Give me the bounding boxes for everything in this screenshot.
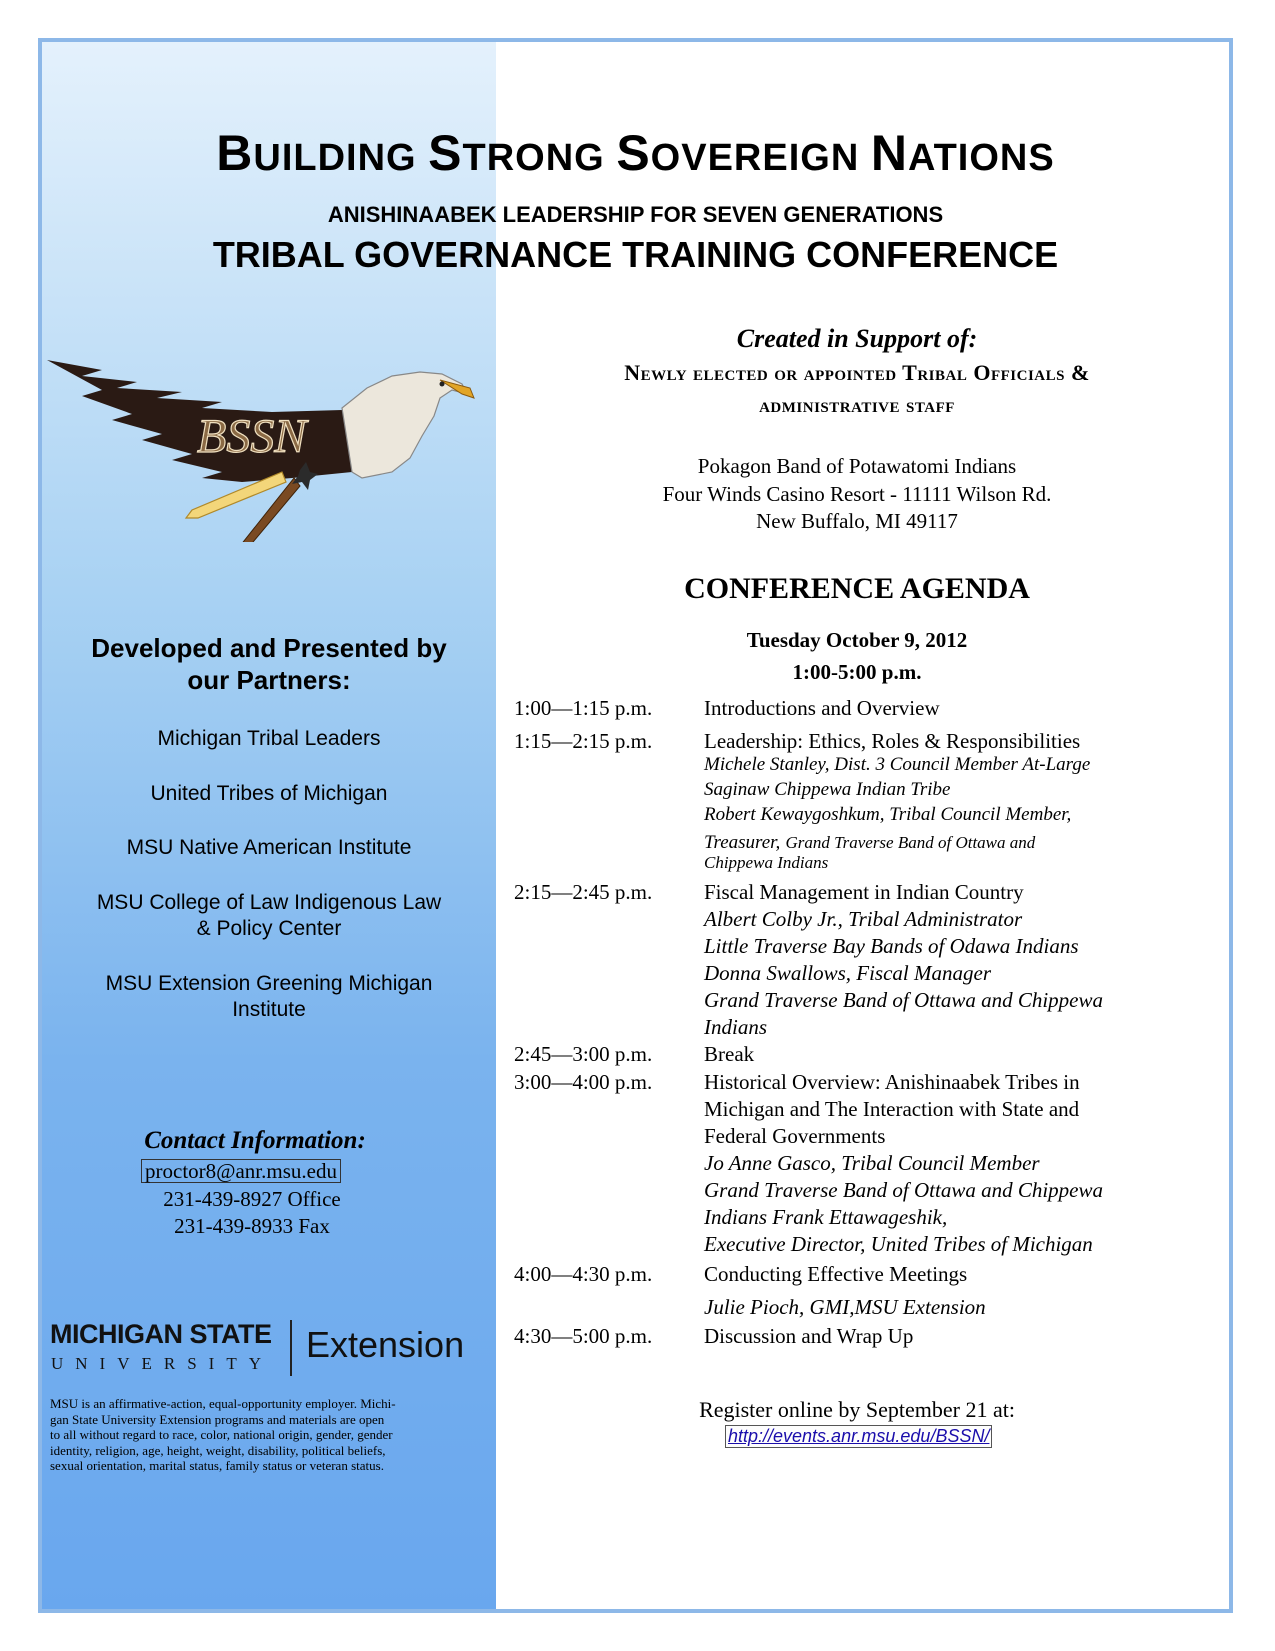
agenda-date: Tuesday October 9, 2012 (746, 628, 968, 652)
contact-office: 231-439-8927 Office (163, 1187, 341, 1211)
agenda-speaker: Jo Anne Gasco, Tribal Council Member (704, 1151, 1040, 1175)
agenda-time: 4:30—5:00 p.m. (514, 1324, 653, 1348)
msu-logo-divider (290, 1320, 292, 1376)
agenda-speaker: Treasurer, Grand Traverse Band of Ottawa and (704, 832, 1036, 853)
agenda-speaker: Albert Colby Jr., Tribal Administrator (704, 907, 1023, 931)
register-text: Register online by September 21 at: (699, 1397, 1015, 1422)
venue-line-2: Four Winds Casino Resort - 11111 Wilson Rd. (662, 482, 1052, 506)
agenda-title: Leadership: Ethics, Roles & Responsibilities (704, 729, 1081, 753)
agenda-speaker: Michele Stanley, Dist. 3 Council Member At-Large (704, 754, 1091, 775)
agenda-speaker: Julie Pioch, GMI,MSU Extension (704, 1295, 986, 1319)
agenda-title: Fiscal Management in Indian Country (704, 880, 1024, 904)
partner-item: United Tribes of Michigan (150, 782, 388, 805)
agenda-title: Discussion and Wrap Up (704, 1324, 914, 1348)
agenda-time: 2:45—3:00 p.m. (514, 1042, 653, 1066)
main-title: BUILDING STRONG SOVEREIGN NATIONS (216, 125, 1055, 181)
register-link[interactable]: http://events.anr.msu.edu/BSSN/ (725, 1425, 992, 1448)
agenda-speaker: Grand Traverse Band of Ottawa and Chippewa (704, 1178, 1104, 1202)
agenda-time: 3:00—4:00 p.m. (514, 1070, 653, 1094)
logo-text: BSSN (197, 410, 307, 463)
agenda-time: 1:00—1:15 p.m. (514, 696, 653, 720)
partner-item: Michigan Tribal Leaders (157, 727, 381, 750)
partner-item: MSU College of Law Indigenous Law & Policy Center (96, 891, 442, 940)
venue-line-3: New Buffalo, MI 49117 (756, 509, 958, 533)
agenda-title: Break (704, 1042, 755, 1066)
disclaimer: MSU is an affirmative-action, equal-opportunity employer. Michi- gan State University Extension programs and materials are open to all without regard to race, color, national origin, gender, gender identity, religion, age, height, weight, disability, political beliefs, sexual orientation, marital status, family status or veteran status. (50, 1396, 396, 1473)
agenda-speaker: Donna Swallows, Fiscal Manager (704, 961, 991, 985)
conference-title: TRIBAL GOVERNANCE TRAINING CONFERENCE (212, 234, 1059, 275)
agenda-title: Introductions and Overview (704, 696, 940, 720)
agenda-speaker: Chippewa Indians (704, 853, 829, 872)
contact-heading: Contact Information: (144, 1127, 366, 1154)
flyer-frame (38, 38, 1233, 1613)
partner-item: MSU Native American Institute (126, 836, 412, 859)
agenda-title: Historical Overview: Anishinaabek Tribes in (704, 1070, 1080, 1094)
agenda-speaker: Grand Traverse Band of Ottawa and Chippewa (704, 988, 1104, 1012)
agenda-speaker: Indians (704, 1015, 767, 1039)
msu-logo-extension: Extension (306, 1324, 465, 1365)
agenda-time: 1:15—2:15 p.m. (514, 729, 653, 753)
agenda-speaker: Saginaw Chippewa Indian Tribe (704, 779, 951, 800)
agenda-title: Michigan and The Interaction with State and (704, 1097, 1080, 1121)
agenda-speaker: Indians Frank Ettawageshik, (704, 1205, 948, 1229)
subtitle: ANISHINAABEK LEADERSHIP FOR SEVEN GENERATIONS (327, 202, 944, 227)
msu-logo-line-2: UNIVERSITY (51, 1354, 273, 1373)
contact-fax: 231-439-8933 Fax (174, 1214, 330, 1238)
msu-logo-line-1: MICHIGAN STATE (50, 1319, 272, 1349)
agenda-heading: CONFERENCE AGENDA (684, 572, 1030, 605)
support-line-1: Newly elected or appointed Tribal Officials & (624, 360, 1090, 385)
agenda-title: Federal Governments (704, 1124, 886, 1148)
eagle-feather-logo-icon (42, 332, 482, 542)
agenda-speaker: Little Traverse Bay Bands of Odawa Indians (704, 934, 1079, 958)
contact-email-link[interactable]: proctor8@anr.msu.edu (141, 1159, 341, 1183)
agenda-title: Conducting Effective Meetings (704, 1262, 968, 1286)
support-line-2: administrative staff (759, 392, 955, 417)
agenda-speaker: Executive Director, United Tribes of Michigan (704, 1232, 1093, 1256)
agenda-hours: 1:00-5:00 p.m. (792, 660, 922, 684)
venue-line-1: Pokagon Band of Potawatomi Indians (697, 454, 1017, 478)
agenda-speaker: Robert Kewaygoshkum, Tribal Council Member, (704, 804, 1072, 825)
agenda-time: 2:15—2:45 p.m. (514, 880, 653, 904)
support-heading: Created in Support of: (736, 324, 978, 353)
partner-item: MSU Extension Greening Michigan Institute (105, 972, 433, 1021)
partners-heading: Developed and Presented by our Partners: (91, 633, 447, 695)
agenda-time: 4:00—4:30 p.m. (514, 1262, 653, 1286)
